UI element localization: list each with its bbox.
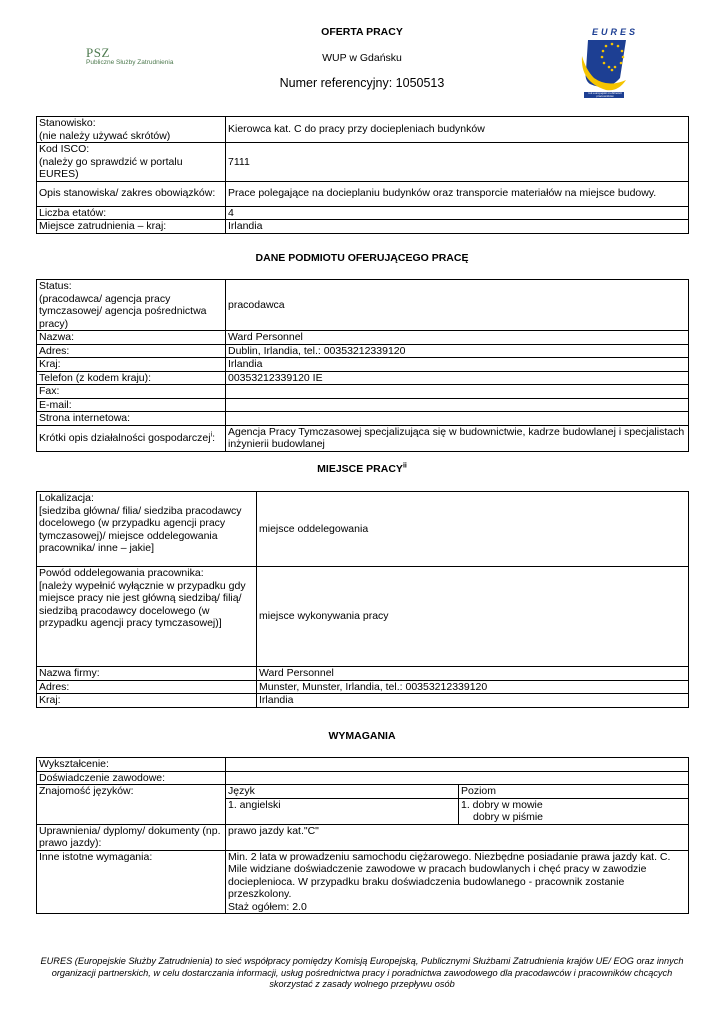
table-row: [37, 567, 689, 667]
employer-fax-value: [226, 385, 689, 399]
total-experience-text: Staż ogółem: 2.0: [228, 900, 307, 913]
location-label: Lokalizacja: [siedziba główna/ filia/ siedziba pracodawcy docelowego (w przypadku agencji pracy tymczasowej)/ miejsce oddelegowania pracownika/ inne – jakie]: [37, 492, 257, 567]
psz-logo-name: PSZ: [86, 45, 110, 60]
experience-value: [226, 771, 689, 785]
position-label: Stanowisko: (nie należy używać skrótów): [37, 117, 226, 143]
workplace-country-label: Kraj:: [37, 694, 257, 708]
table-row: [37, 358, 689, 372]
table-row: [37, 667, 689, 681]
table-row: [37, 385, 689, 399]
workplace-address-value: Munster, Munster, Irlandia, tel.: 00353212339120: [257, 680, 689, 694]
employer-table: [36, 279, 689, 452]
languages-label: Znajomość języków:: [37, 785, 226, 825]
education-label: Wykształcenie:: [37, 758, 226, 772]
eures-logo-tagline: rok europejski mobilności pracowników: [588, 92, 622, 98]
table-row: [37, 220, 689, 234]
table-row: [37, 371, 689, 385]
page-title: OFERTA PRACY: [321, 26, 403, 38]
company-name-value: Ward Personnel: [257, 667, 689, 681]
status-label: Status: (pracodawca/ agencja pracy tymczasowej/ agencja pośrednictwa pracy): [37, 280, 226, 331]
position-value: Kierowca kat. C do pracy przy dociepleniach budynków: [226, 117, 689, 143]
country-label: Miejsce zatrudnienia – kraj:: [37, 220, 226, 234]
position-table: [36, 116, 689, 234]
table-row: [37, 206, 689, 220]
employer-name-value: Ward Personnel: [226, 331, 689, 345]
employer-address-value: Dublin, Irlandia, tel.: 00353212339120: [226, 344, 689, 358]
isco-label: Kod ISCO: (należy go sprawdzić w portalu EURES): [37, 143, 226, 182]
business-description-label: [37, 425, 226, 451]
reference-number: Numer referencyjny: 1050513: [279, 76, 445, 90]
experience-label: Doświadczenie zawodowe:: [37, 771, 226, 785]
table-row: [37, 680, 689, 694]
table-row: [37, 117, 689, 143]
workplace-address-label: Adres:: [37, 680, 257, 694]
requirements-section-title: WYMAGANIA: [328, 730, 396, 742]
footnote-marker: ii: [402, 462, 407, 470]
permits-value: prawo jazdy kat."C": [226, 824, 689, 850]
requirements-table: [36, 757, 689, 914]
language-value: 1. angielski: [226, 798, 459, 824]
table-row: [37, 181, 689, 206]
footer-note: EURES (Europejskie Służby Zatrudnienia) to sieć współpracy pomiędzy Komisją Europejską, Publicznymi Służbami Zatrudnienia krajów UE/ EOG oraz innych organizacji partnerskich, w celu dostarczania informacji, usług pośrednictwa pracy i poradnictwa zawodowego dla pracodawców i pracowników chcących skorzystać z zasady wolnego przepływu osób: [40, 956, 684, 989]
employer-country-label: Kraj:: [37, 358, 226, 372]
table-row: [37, 492, 689, 567]
business-description-label-suffix: :: [212, 431, 216, 444]
table-row: [37, 412, 689, 426]
language-level-speaking: 1. dobry w mowie: [461, 798, 543, 811]
table-row: [37, 331, 689, 345]
permits-label: Uprawnienia/ dyplomy/ dokumenty (np. prawo jazdy):: [37, 824, 226, 850]
employer-email-value: [226, 398, 689, 412]
workplace-table: [36, 491, 689, 708]
delegation-reason-value: miejsce wykonywania pracy: [257, 567, 689, 667]
other-requirements-label: Inne istotne wymagania:: [37, 850, 226, 914]
description-label: Opis stanowiska/ zakres obowiązków:: [37, 181, 226, 206]
language-level: [459, 798, 689, 824]
employer-email-label: E-mail:: [37, 398, 226, 412]
company-name-label: Nazwa firmy:: [37, 667, 257, 681]
education-value: [226, 758, 689, 772]
employer-phone-value: 00353212339120 IE: [226, 371, 689, 385]
country-value: Irlandia: [226, 220, 689, 234]
positions-count-value: 4: [226, 206, 689, 220]
table-row: [37, 694, 689, 708]
isco-value: 7111: [226, 143, 689, 182]
other-requirements-text: Min. 2 lata w prowadzeniu samochodu ciężarowego. Niezbędne posiadanie prawa jazdy kat. C. Mile widziane doświadczenie zawodowe w pracach budowlanych i chęć pracy w zawodzie docieplenioca. W przypadku braku doświadczenia budowlanego - pracownik zostanie przeszkolony.: [228, 850, 671, 900]
table-row: [37, 850, 689, 914]
eures-logo: [578, 22, 639, 98]
location-value: miejsce oddelegowania: [257, 492, 689, 567]
other-requirements-value: [226, 850, 689, 914]
table-row: [37, 398, 689, 412]
employer-section-title: DANE PODMIOTU OFERUJĄCEGO PRACĘ: [255, 252, 469, 264]
table-row: [37, 280, 689, 331]
table-row: [37, 344, 689, 358]
employer-fax-label: Fax:: [37, 385, 226, 399]
employer-website-label: Strona internetowa:: [37, 412, 226, 426]
table-row: [37, 143, 689, 182]
employer-address-label: Adres:: [37, 344, 226, 358]
delegation-reason-label: Powód oddelegowania pracownika: [należy wypełnić wyłącznie w przypadku gdy miejsce pracy nie jest główną siedzibą/ filią/ siedzibą pracodawcy docelowego (w przypadku agencji pracy tymczasowej)]: [37, 567, 257, 667]
business-description-label-text: Krótki opis działalności gospodarczej: [39, 431, 211, 444]
workplace-country-value: Irlandia: [257, 694, 689, 708]
footnote-marker: i: [210, 431, 213, 439]
table-row: [37, 824, 689, 850]
office-name: WUP w Gdańsku: [322, 52, 402, 64]
table-row: [37, 758, 689, 772]
table-row: [37, 771, 689, 785]
workplace-section-title-text: MIEJSCE PRACY: [317, 463, 403, 475]
language-column-header: Język: [226, 785, 459, 799]
employer-country-value: Irlandia: [226, 358, 689, 372]
psz-logo-subtitle: Publiczne Służby Zatrudnienia: [86, 59, 174, 66]
employer-phone-label: Telefon (z kodem kraju):: [37, 371, 226, 385]
positions-count-label: Liczba etatów:: [37, 206, 226, 220]
employer-name-label: Nazwa:: [37, 331, 226, 345]
description-value: Prace polegające na docieplaniu budynków oraz transporcie materiałów na miejsce budowy.: [226, 181, 689, 206]
table-row: [37, 785, 689, 799]
language-level-writing: dobry w piśmie: [473, 811, 544, 823]
business-description-value: Agencja Pracy Tymczasowej specjalizująca się w budownictwie, kadrze budowlanej i specjalistach inżynierii budowlanej: [226, 425, 689, 451]
employer-website-value: [226, 412, 689, 426]
status-value: pracodawca: [226, 280, 689, 331]
level-column-header: Poziom: [459, 785, 689, 799]
eures-logo-name: EURES: [592, 27, 639, 37]
table-row: [37, 425, 689, 451]
workplace-section-title: [0, 463, 724, 476]
